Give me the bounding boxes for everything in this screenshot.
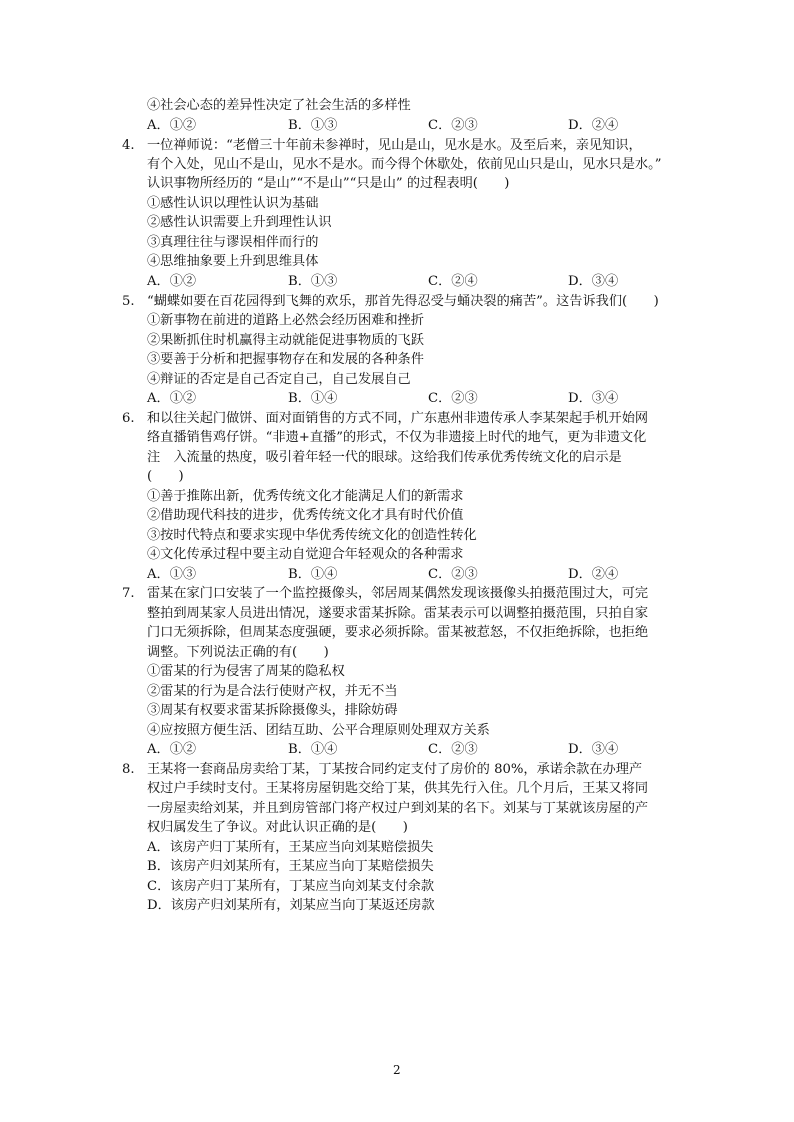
q7-statement-3: ③周某有权要求雷某拆除摄像头，排除妨碍	[147, 703, 398, 718]
q7-stem-line-3: 门口无须拆除，但周某态度强硬，要求必须拆除。雷某被惹怒，不仅拒绝拆除，也拒绝	[147, 625, 649, 640]
q7-stem-line-2: 整拍到周某家人员进出情况，遂要求雷某拆除。雷某表示可以调整拍摄范围，只拍自家	[147, 606, 649, 621]
q6-stem-line-3: 注 入流量的热度，吸引着年轻一代的眼球。这给我们传承优秀传统文化的启示是	[147, 450, 622, 465]
q7-option-c: C．②③	[428, 742, 478, 757]
q4-option-c: C．②④	[428, 274, 478, 289]
q5-option-c: C．②③	[428, 391, 478, 406]
q8-stem-line-1: 王某将一套商品房卖给丁某，丁某按合同约定支付了房价的 80%，承诺余款在办理产	[147, 762, 643, 777]
q7-stem-line-4: 调整。下列说法正确的有( )	[147, 645, 329, 660]
q6-statement-4: ④文化传承过程中要主动自觉迎合年轻观众的各种需求	[147, 547, 464, 562]
q6-option-d: D．②④	[568, 567, 619, 582]
q7-option-b: B．①④	[288, 742, 338, 757]
q3-statement-4: ④社会心态的差异性决定了社会生活的多样性	[147, 98, 411, 113]
q5-statement-4: ④辩证的否定是自己否定自己，自己发展自己	[147, 372, 411, 387]
q3-option-c: C．②③	[428, 118, 478, 133]
q5-statement-3: ③要善于分析和把握事物存在和发展的各种条件	[147, 352, 424, 367]
page-number: 2	[393, 1063, 401, 1077]
q7-stem-line-1: 雷某在家门口安装了一个监控摄像头，邻居周某偶然发现该摄像头拍摄范围过大，可完	[147, 586, 649, 601]
q5-option-d: D．③④	[568, 391, 619, 406]
q4-stem-line-3: 认识事物所经历的 “是山”“不是山”“只是山” 的过程表明( )	[147, 176, 510, 191]
q8-stem-line-3: 一房屋卖给刘某，并且到房管部门将产权过户到刘某的名下。刘某与丁某就该房屋的产	[147, 801, 649, 816]
q3-option-b: B．①③	[288, 118, 338, 133]
q4-statement-2: ②感性认识需要上升到理性认识	[147, 215, 332, 230]
q4-statement-3: ③真理往往与谬误相伴而行的	[147, 235, 319, 250]
q4-option-d: D．③④	[568, 274, 619, 289]
q6-statement-3: ③按时代特点和要求实现中华优秀传统文化的创造性转化	[147, 528, 477, 543]
q6-statement-1: ①善于推陈出新，优秀传统文化才能满足人们的新需求	[147, 489, 464, 504]
q8-choice-a: A．该房产归丁某所有，王某应当向刘某赔偿损失	[147, 840, 434, 855]
q8-choice-b: B．该房产归刘某所有，王某应当向丁某赔偿损失	[147, 859, 434, 874]
q5-statement-2: ②果断抓住时机赢得主动就能促进事物质的飞跃	[147, 333, 424, 348]
q6-stem-line-4: ( )	[147, 469, 184, 484]
q7-statement-4: ④应按照方便生活、团结互助、公平合理原则处理双方关系	[147, 723, 490, 738]
q7-statement-1: ①雷某的行为侵害了周某的隐私权	[147, 664, 345, 679]
q7-statement-2: ②雷某的行为是合法行使财产权，并无不当	[147, 684, 398, 699]
q5-option-b: B．①④	[288, 391, 338, 406]
q4-option-a: A．①②	[147, 274, 197, 289]
q5-stem-line-1: “蝴蝶如要在百花园得到飞舞的欢乐，那首先得忍受与蛹决裂的痛苦”。这告诉我们( )	[147, 294, 659, 309]
q8-number: 8.	[122, 762, 135, 777]
q4-statement-4: ④思维抽象要上升到思维具体	[147, 254, 319, 269]
q8-stem-line-4: 权归属发生了争议。对此认识正确的是( )	[147, 820, 408, 835]
q6-statement-2: ②借助现代科技的进步，优秀传统文化才具有时代价值	[147, 508, 464, 523]
q6-option-b: B．①④	[288, 567, 338, 582]
q4-stem-line-2: 有个入处，见山不是山，见水不是水。而今得个休歇处，依前见山只是山，见水只是水。”	[147, 157, 662, 172]
q6-option-c: C．②③	[428, 567, 478, 582]
q8-choice-c: C．该房产归丁某所有，丁某应当向刘某支付余款	[147, 879, 435, 894]
q8-choice-d: D．该房产归刘某所有，刘某应当向丁某返还房款	[147, 898, 435, 913]
q3-option-d: D．②④	[568, 118, 619, 133]
q6-stem-line-1: 和以往关起门做饼、面对面销售的方式不同，广东惠州非遗传承人李某架起手机开始网	[147, 411, 649, 426]
q4-number: 4.	[122, 138, 135, 153]
q6-stem-line-2: 络直播销售鸡仔饼。“非遗+直播”的形式，不仅为非遗接上时代的地气，更为非遗文化	[147, 430, 647, 445]
q7-option-d: D．③④	[568, 742, 619, 757]
q7-number: 7.	[122, 586, 135, 601]
q7-option-a: A．①②	[147, 742, 197, 757]
q5-statement-1: ①新事物在前进的道路上必然会经历困难和挫折	[147, 313, 424, 328]
q5-option-a: A．①②	[147, 391, 197, 406]
q3-option-a: A．①②	[147, 118, 197, 133]
q4-stem-line-1: 一位禅师说：“老僧三十年前未参禅时，见山是山，见水是水。及至后来，亲见知识，	[147, 138, 642, 153]
q5-number: 5.	[122, 294, 135, 309]
q6-option-a: A．①③	[147, 567, 197, 582]
q6-number: 6.	[122, 411, 135, 426]
q4-statement-1: ①感性认识以理性认识为基础	[147, 196, 319, 211]
q4-option-b: B．①③	[288, 274, 338, 289]
q8-stem-line-2: 权过户手续时支付。王某将房屋钥匙交给丁某，供其先行入住。几个月后，王某又将同	[147, 781, 649, 796]
